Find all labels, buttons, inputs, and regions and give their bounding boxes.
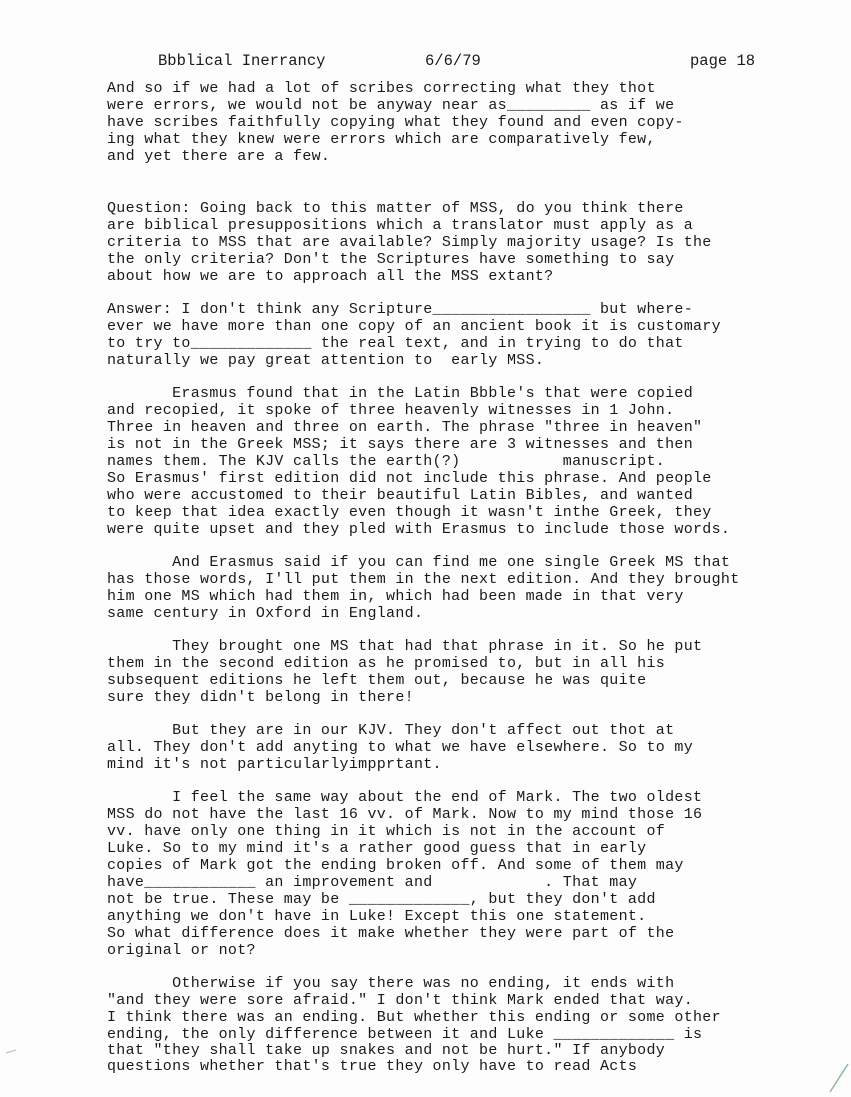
text-line: all. They don't add anyting to what we have elsewhere. So to my xyxy=(107,739,693,756)
text-line: vv. have only one thing in it which is not in the account of xyxy=(107,823,666,840)
text-line: who were accustomed to their beautiful Latin Bibles, and wanted xyxy=(107,487,693,504)
margin-speck-mark xyxy=(4,1046,20,1056)
text-line: Three in heaven and three on earth. The phrase "three in heaven" xyxy=(107,419,703,436)
text-line: ending, the only difference between it and Luke _____________ is xyxy=(107,1026,703,1043)
text-line: I think there was an ending. But whether this ending or some other xyxy=(107,1009,721,1026)
text-line: Answer: I don't think any Scripture_________________ but where- xyxy=(107,301,693,318)
text-line: So Erasmus' first edition did not include this phrase. And people xyxy=(107,470,712,487)
text-line: and yet there are a few. xyxy=(107,148,331,165)
text-line: to keep that idea exactly even though it wasn't inthe Greek, they xyxy=(107,504,712,521)
document-title: Bbblical Inerrancy xyxy=(158,52,326,70)
text-line: them in the second edition as he promised to, but in all his xyxy=(107,655,666,672)
text-line: names them. The KJV calls the earth(?) manuscript. xyxy=(107,453,666,470)
text-line: anything we don't have in Luke! Except this one statement. xyxy=(107,908,647,925)
text-line: But they are in our KJV. They don't affect out thot at xyxy=(107,722,675,739)
text-line: have____________ an improvement and . That may xyxy=(107,874,638,891)
text-line: to try to_____________ the real text, and in trying to do that xyxy=(107,335,684,352)
text-line: Otherwise if you say there was no ending, it ends with xyxy=(107,975,675,992)
text-line: MSS do not have the last 16 vv. of Mark. Now to my mind those 16 xyxy=(107,806,703,823)
text-line: original or not? xyxy=(107,942,256,959)
text-line: ever we have more than one copy of an ancient book it is customary xyxy=(107,318,721,335)
page-header xyxy=(0,52,851,72)
text-line: and recopied, it spoke of three heavenly witnesses in 1 John. xyxy=(107,402,675,419)
text-line: are biblical presuppositions which a translator must apply as a xyxy=(107,217,693,234)
text-line: sure they didn't belong in there! xyxy=(107,689,414,706)
text-line: subsequent editions he left them out, because he was quite xyxy=(107,672,647,689)
text-line: And so if we had a lot of scribes correcting what they thot xyxy=(107,80,656,97)
text-line: were quite upset and they pled with Erasmus to include those words. xyxy=(107,521,731,538)
text-line: that "they shall take up snakes and not be hurt." If anybody xyxy=(107,1042,666,1059)
text-line: him one MS which had them in, which had been made in that very xyxy=(107,588,684,605)
text-line: Question: Going back to this matter of MSS, do you think there xyxy=(107,200,684,217)
text-line: has those words, I'll put them in the next edition. And they brought xyxy=(107,571,740,588)
text-line: So what difference does it make whether they were part of the xyxy=(107,925,675,942)
text-line: And Erasmus said if you can find me one single Greek MS that xyxy=(107,554,731,571)
text-line: copies of Mark got the ending broken off. And some of them may xyxy=(107,857,684,874)
text-line: naturally we pay great attention to early MSS. xyxy=(107,352,545,369)
pen-stroke-mark xyxy=(828,1062,850,1094)
text-line: same century in Oxford in England. xyxy=(107,605,424,622)
text-line: is not in the Greek MSS; it says there are 3 witnesses and then xyxy=(107,436,693,453)
text-line: about how we are to approach all the MSS extant? xyxy=(107,268,554,285)
page-number: page 18 xyxy=(690,52,756,70)
text-line: the only criteria? Don't the Scriptures have something to say xyxy=(107,251,675,268)
text-line: not be true. These may be _____________, but they don't add xyxy=(107,891,656,908)
text-line: Erasmus found that in the Latin Bbble's that were copied xyxy=(107,385,693,402)
text-line: "and they were sore afraid." I don't think Mark ended that way. xyxy=(107,992,693,1009)
document-date: 6/6/79 xyxy=(425,52,481,70)
text-line: were errors, we would not be anyway near as_________ as if we xyxy=(107,97,675,114)
text-line: have scribes faithfully copying what they found and even copy- xyxy=(107,114,684,131)
text-line: They brought one MS that had that phrase in it. So he put xyxy=(107,638,703,655)
text-line: questions whether that's true they only have to read Acts xyxy=(107,1058,638,1075)
text-line: ing what they knew were errors which are comparatively few, xyxy=(107,131,656,148)
text-line: criteria to MSS that are available? Simply majority usage? Is the xyxy=(107,234,712,251)
text-line: mind it's not particularlyimpprtant. xyxy=(107,756,442,773)
text-line: Luke. So to my mind it's a rather good guess that in early xyxy=(107,840,647,857)
text-line: I feel the same way about the end of Mark. The two oldest xyxy=(107,789,703,806)
